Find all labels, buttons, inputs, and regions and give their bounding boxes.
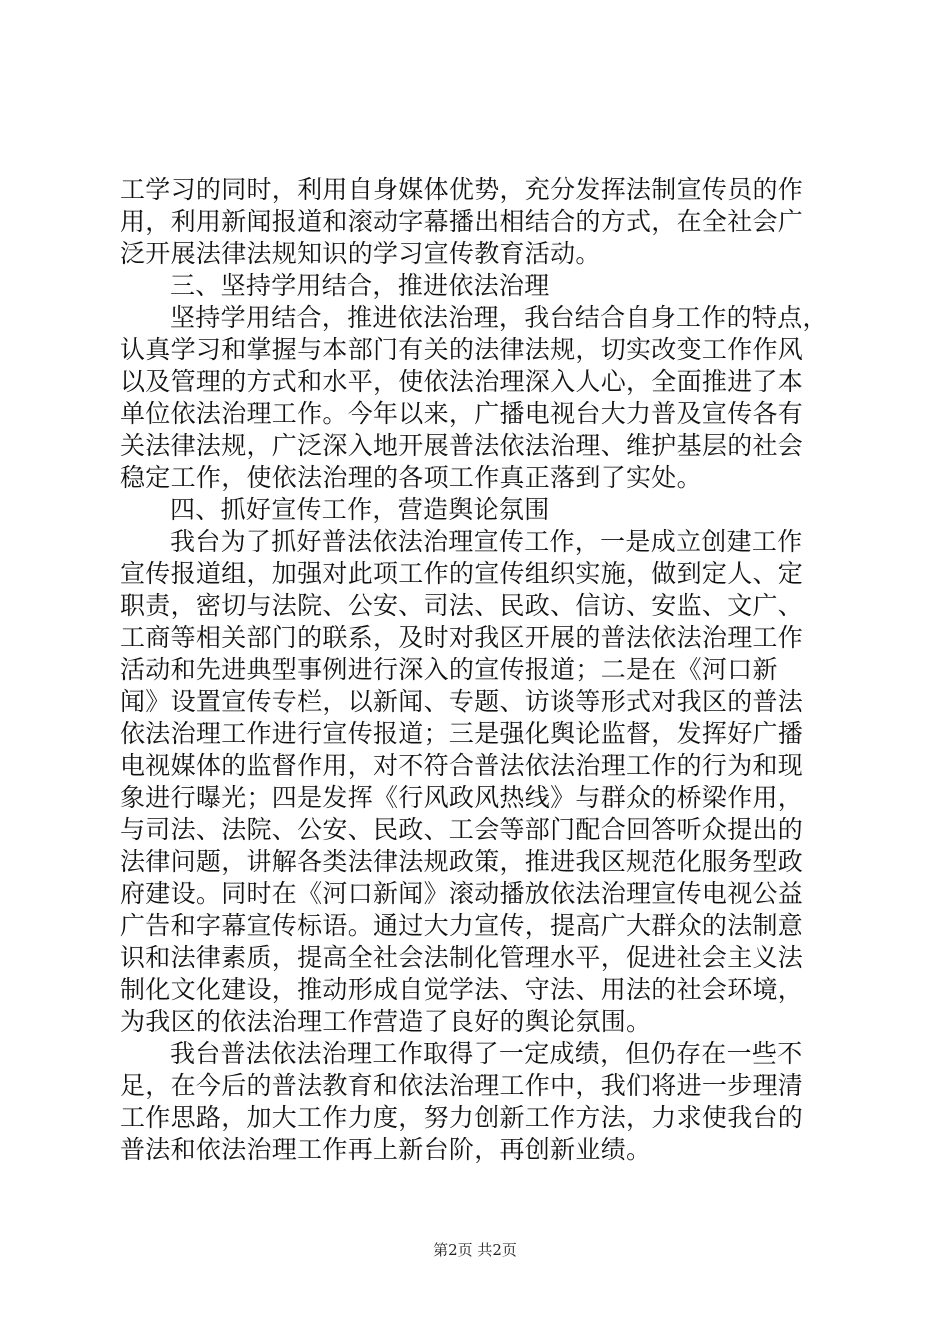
text-line: 工商等相关部门的联系，及时对我区开展的普法依法治理工作: [120, 623, 804, 652]
text-line: 象进行曝光；四是发挥《行风政风热线》与群众的桥梁作用，: [120, 783, 804, 812]
text-line: 稳定工作，使依法治理的各项工作真正落到了实处。: [120, 463, 702, 492]
text-line: 府建设。同时在《河口新闻》滚动播放依法治理宣传电视公益: [120, 879, 804, 908]
text-line: 认真学习和掌握与本部门有关的法律法规，切实改变工作作风: [120, 335, 804, 364]
text-line: 工学习的同时，利用自身媒体优势，充分发挥法制宣传员的作: [120, 175, 804, 204]
text-line: 制化文化建设，推动形成自觉学法、守法、用法的社会环境，: [120, 975, 804, 1004]
text-line: 我台为了抓好普法依法治理宣传工作，一是成立创建工作: [170, 527, 803, 556]
section-heading: 四、抓好宣传工作，营造舆论氛围: [170, 495, 550, 524]
text-line: 职责，密切与法院、公安、司法、民政、信访、安监、文广、: [120, 591, 804, 620]
text-line: 与司法、法院、公安、民政、工会等部门配合回答听众提出的: [120, 815, 804, 844]
text-line: 坚持学用结合，推进依法治理，我台结合自身工作的特点，: [170, 303, 828, 332]
text-line: 闻》设置宣传专栏，以新闻、专题、访谈等形式对我区的普法: [120, 687, 804, 716]
text-line: 普法和依法治理工作再上新台阶，再创新业绩。: [120, 1135, 652, 1164]
page-number: 第2页 共2页: [433, 1241, 517, 1259]
text-line: 活动和先进典型事例进行深入的宣传报道；二是在《河口新: [120, 655, 778, 684]
text-line: 我台普法依法治理工作取得了一定成绩，但仍存在一些不: [170, 1039, 803, 1068]
text-line: 工作思路，加大工作力度，努力创新工作方法，力求使我台的: [120, 1103, 804, 1132]
text-line: 用，利用新闻报道和滚动字幕播出相结合的方式，在全社会广: [120, 207, 804, 236]
text-line: 关法律法规，广泛深入地开展普法依法治理、维护基层的社会: [120, 431, 804, 460]
text-line: 为我区的依法治理工作营造了良好的舆论氛围。: [120, 1007, 652, 1036]
text-line: 单位依法治理工作。今年以来，广播电视台大力普及宣传各有: [120, 399, 804, 428]
section-heading: 三、坚持学用结合，推进依法治理: [170, 271, 550, 300]
text-line: 泛开展法律法规知识的学习宣传教育活动。: [120, 239, 601, 268]
text-line: 足，在今后的普法教育和依法治理工作中，我们将进一步理清: [120, 1071, 804, 1100]
text-line: 识和法律素质，提高全社会法制化管理水平，促进社会主义法: [120, 943, 804, 972]
text-line: 广告和字幕宣传标语。通过大力宣传，提高广大群众的法制意: [120, 911, 804, 940]
text-line: 法律问题，讲解各类法律法规政策，推进我区规范化服务型政: [120, 847, 804, 876]
text-line: 以及管理的方式和水平，使依法治理深入人心，全面推进了本: [120, 367, 804, 396]
text-line: 依法治理工作进行宣传报道；三是强化舆论监督，发挥好广播: [120, 719, 804, 748]
text-line: 宣传报道组，加强对此项工作的宣传组织实施，做到定人、定: [120, 559, 804, 588]
text-line: 电视媒体的监督作用，对不符合普法依法治理工作的行为和现: [120, 751, 804, 780]
